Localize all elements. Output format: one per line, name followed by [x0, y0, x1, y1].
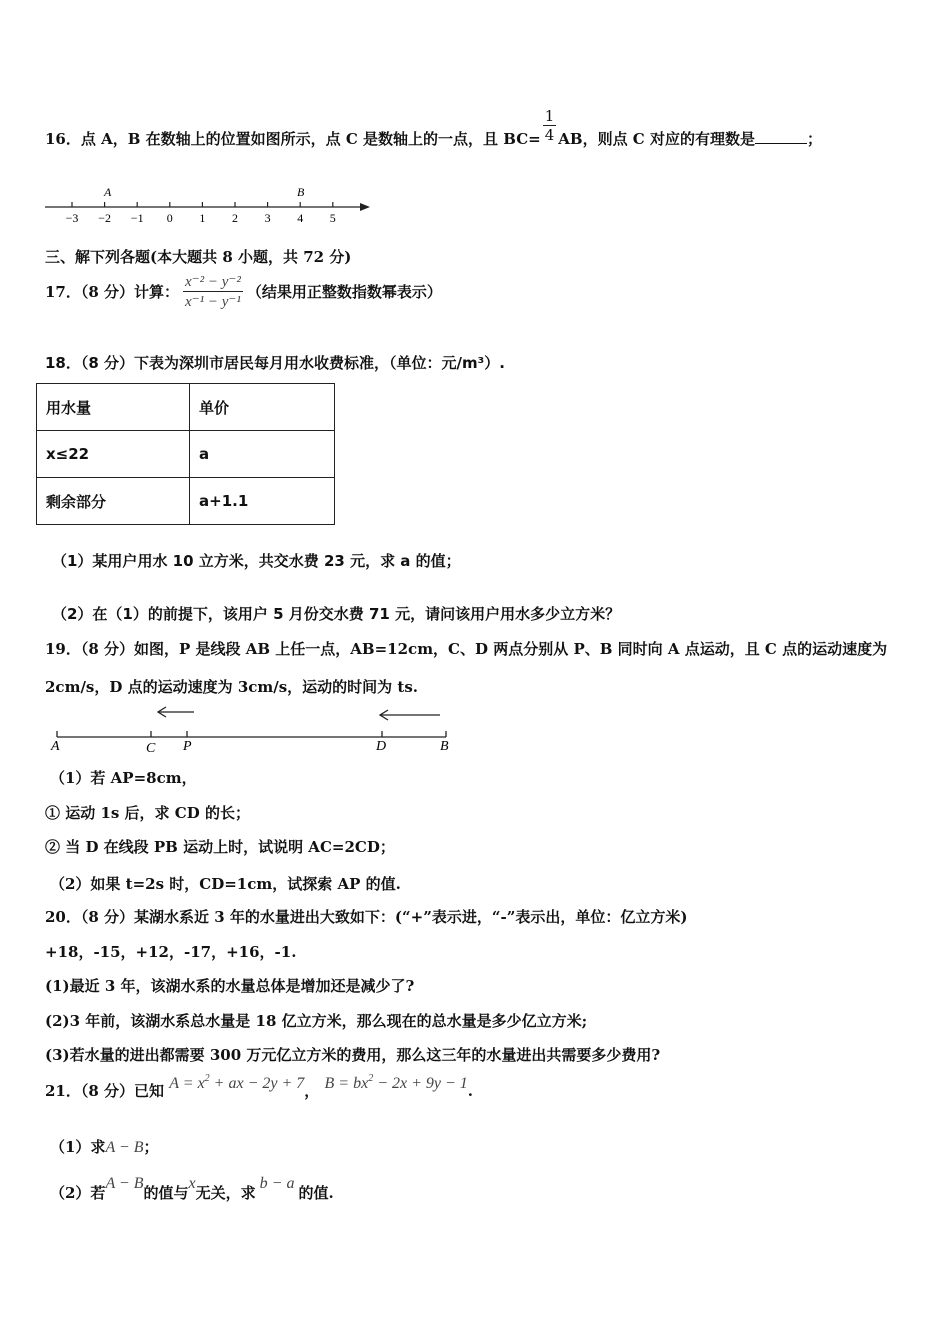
q16-answer-blank — [755, 130, 807, 144]
q16-text-before: 16．点 A，B 在数轴上的位置如图所示，点 C 是数轴上的一点，且 BC= — [45, 130, 541, 148]
q21-sub1 — [50, 1136, 159, 1157]
q16-stem — [45, 106, 822, 149]
q20-sub1: (1)最近 3 年，该湖水系的水量总体是增加还是减少了? — [45, 977, 415, 995]
q21-sub2-x: x — [188, 1175, 196, 1192]
q17-suffix: （结果用正整数指数幂表示） — [246, 283, 442, 301]
number-line-tick-label: 5 — [329, 211, 336, 225]
arrow-d — [380, 710, 440, 720]
q17-stem — [45, 272, 442, 311]
number-line-ticks — [66, 202, 336, 225]
number-line-tick-label: −1 — [130, 211, 144, 225]
number-line — [45, 203, 370, 211]
seg-label-d: D — [376, 739, 387, 754]
table-row — [37, 431, 335, 478]
q19-line2: 2cm/s，D 点的运动速度为 3cm/s，运动的时间为 ts. — [45, 678, 419, 696]
q17-numerator: x⁻² − y⁻² — [185, 274, 241, 290]
q21-sub2-expr1: A − B — [105, 1175, 144, 1192]
table-header-row — [37, 384, 335, 431]
q21-sub1-post: ； — [143, 1138, 159, 1156]
q21-expr-b-tail: − 2x + 9y − 1 — [373, 1075, 468, 1092]
q19-sub1: （1）若 AP=8cm， — [50, 769, 197, 787]
q21-expr-a-square: 2 — [204, 1073, 210, 1084]
table-row — [37, 478, 335, 525]
q19-line1: 19．（8 分）如图，P 是线段 AB 上任一点，AB=12cm，C、D 两点分别从 P、B 同时向 A 点运动，且 C 点的运动速度为 — [45, 640, 888, 658]
q18-sub1: （1）某用户用水 10 立方米，共交水费 23 元，求 a 的值； — [52, 552, 461, 570]
q21-sub2 — [50, 1175, 334, 1203]
q21-sub1-pre: （1）求 — [50, 1138, 106, 1156]
q21-expr-a — [169, 1075, 304, 1092]
q16-tail: ； — [806, 130, 822, 148]
q21-sub2-mid2: 无关，求 — [195, 1184, 256, 1202]
q20-sub2: (2)3 年前，该湖水系总水量是 18 亿立方米，那么现在的总水量是多少亿立方米; — [45, 1012, 588, 1030]
number-line-tick-label: 0 — [166, 211, 173, 225]
q21-expr-a-tail: + ax − 2y + 7 — [209, 1075, 305, 1092]
q21-comma: ， — [304, 1082, 320, 1100]
q16-frac-den: 4 — [544, 125, 555, 144]
table-cell: a+1.1 — [190, 478, 335, 525]
q16-fraction — [543, 107, 557, 144]
number-line-tick-label: 4 — [297, 211, 304, 225]
seg-label-b: B — [440, 739, 449, 754]
q19-sub1b: ② 当 D 在线段 PB 运动上时，试说明 AC=2CD； — [45, 838, 395, 856]
q21-sub2-pre: （2）若 — [50, 1184, 106, 1202]
q21-sub2-expr2: b − a — [259, 1175, 295, 1192]
seg-label-a: A — [51, 739, 60, 754]
table-header-usage: 用水量 — [37, 384, 190, 431]
number-line-tick-label: 2 — [232, 211, 238, 225]
q19-sub1a: ① 运动 1s 后，求 CD 的长； — [45, 804, 250, 822]
q21-expr-a-head: A = x — [169, 1075, 205, 1092]
q21-stem — [45, 1073, 474, 1101]
table-cell: x≤22 — [37, 431, 190, 478]
seg-label-p: P — [183, 739, 192, 754]
number-line-tick-label: 1 — [199, 211, 206, 225]
table-cell: a — [190, 431, 335, 478]
q21-expr-b-head: B = bx — [324, 1075, 369, 1092]
q16-text-after: AB，则点 C 对应的有理数是 — [558, 130, 755, 148]
table-cell: 剩余部分 — [37, 478, 190, 525]
q21-sub1-expr: A − B — [105, 1139, 144, 1156]
number-line-tick-label: −2 — [98, 211, 111, 225]
q17-fraction — [183, 272, 243, 311]
q21-expr-b-square: 2 — [368, 1073, 374, 1084]
q19-sub2: （2）如果 t=2s 时，CD=1cm，试探索 AP 的值. — [50, 875, 401, 893]
number-line-tick-label: −3 — [65, 211, 79, 225]
point-b-label: B — [297, 185, 305, 199]
q21-period: . — [467, 1082, 474, 1100]
q21-expr-b — [325, 1075, 468, 1092]
section3-title: 三、解下列各题(本大题共 8 小题，共 72 分) — [45, 248, 352, 266]
q21-prefix: 21．（8 分）已知 — [45, 1082, 165, 1100]
arrow-c — [158, 707, 194, 717]
q20-sub3: (3)若水量的进出都需要 300 万元亿立方米的费用，那么这三年的水量进出共需要多少费用? — [45, 1046, 661, 1064]
number-line-tick-label: 3 — [264, 211, 271, 225]
q20-line2: +18，-15，+12，-17，+16，-1. — [45, 943, 297, 961]
q16-frac-num: 1 — [544, 106, 555, 125]
table-header-price: 单价 — [190, 384, 335, 431]
segment-figure — [57, 707, 446, 737]
q17-denominator: x⁻¹ − y⁻¹ — [185, 294, 241, 310]
seg-label-c: C — [146, 741, 156, 756]
q21-sub2-mid: 的值与 — [143, 1184, 189, 1202]
q17-prefix: 17．（8 分）计算： — [45, 283, 180, 301]
q20-line1: 20．（8 分）某湖水系近 3 年的水量进出大致如下：(“+”表示进，“-”表示出，单位：亿立方米) — [45, 908, 688, 926]
water-price-table — [36, 383, 335, 525]
q18-sub2: （2）在（1）的前提下，该用户 5 月份交水费 71 元，请问该用户用水多少立方米？ — [52, 605, 621, 623]
q18-title: 18．（8 分）下表为深圳市居民每月用水收费标准，（单位：元/m³）. — [45, 354, 505, 372]
point-a-label: A — [104, 185, 112, 199]
q21-sub2-post: 的值. — [298, 1184, 334, 1202]
